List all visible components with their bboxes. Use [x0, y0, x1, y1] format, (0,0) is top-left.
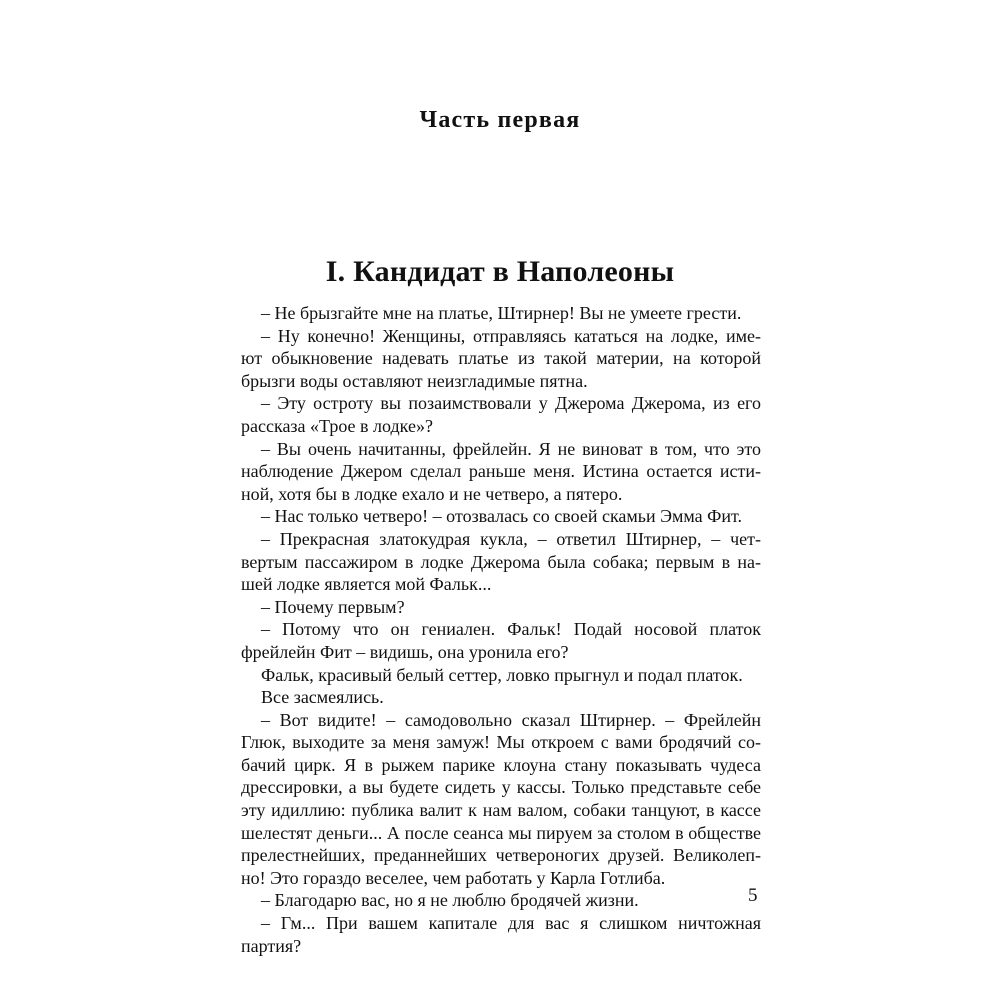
text-line: – Потому что он гениален. Фальк! Подай носовой платок — [261, 619, 761, 640]
text-line: – Благодарю вас, но я не люблю бродячей жизни. — [261, 890, 639, 911]
text-line: но! Это гораздо веселее, чем работать у Карла Готлиба. — [241, 867, 666, 888]
text-line: шелестят деньги... А после сеанса мы пируем за столом в обществе — [241, 822, 761, 843]
part-title: Часть первая — [419, 107, 581, 133]
text-line: ной, хотя бы в лодке ехало и не четверо, а пятеро. — [241, 483, 623, 504]
text-line: прелестнейших, преданнейших четвероногих друзей. Великолеп- — [241, 845, 761, 866]
text-line: партия? — [241, 935, 302, 956]
text-line: – Почему первым? — [261, 596, 405, 617]
text-line: Все засмеялись. — [261, 687, 384, 708]
text-line: – Прекрасная златокудрая кукла, – ответил Штирнер, – чет- — [261, 528, 761, 549]
text-line: – Вы очень начитанны, фрейлейн. Я не виноват в том, что это — [261, 438, 761, 459]
text-line: – Не брызгайте мне на платье, Штирнер! Вы не умеете грести. — [261, 303, 742, 323]
text-line: бачий цирк. Я в рыжем парике клоуна стану показывать чудеса — [241, 754, 761, 775]
text-line: дрессировки, а вы будете сидеть у кассы. Только представьте себе — [241, 777, 761, 798]
text-line: – Гм... При вашем капитале для вас я слишком ничтожная — [261, 913, 761, 934]
chapter-body-text — [241, 302, 761, 957]
text-line: наблюдение Джером сделал раньше меня. Истина остается исти- — [241, 461, 761, 482]
chapter-title: I. Кандидат в Наполеоны — [325, 255, 675, 288]
text-line: – Вот видите! – самодовольно сказал Штирнер. – Фрейлейн — [261, 709, 761, 730]
text-line: шей лодке является мой Фальк... — [241, 574, 492, 595]
text-line: вертым пассажиром в лодке Джерома была собака; первым в на- — [241, 551, 761, 572]
text-line: Фальк, красивый белый сеттер, ловко прыгнул и подал платок. — [261, 664, 743, 685]
text-line: эту идиллию: публика валит к нам валом, собаки танцуют, в кассе — [241, 800, 761, 821]
page-number: 5 — [748, 885, 758, 906]
text-line: – Ну конечно! Женщины, отправляясь кататься на лодке, име- — [261, 325, 761, 346]
text-line: – Нас только четверо! – отозвалась со своей скамьи Эмма Фит. — [261, 506, 743, 527]
text-line: Глюк, выходите за меня замуж! Мы откроем с вами бродячий со- — [241, 732, 761, 753]
text-line: – Эту остроту вы позаимствовали у Джерома Джерома, из его — [261, 393, 761, 414]
text-line: брызги воды оставляют неизгладимые пятна. — [241, 370, 588, 391]
text-line: фрейлейн Фит – видишь, она уронила его? — [241, 641, 569, 662]
text-line: ют обыкновение надевать платье из такой материи, на которой — [241, 348, 761, 369]
text-line: рассказа «Трое в лодке»? — [241, 415, 433, 436]
